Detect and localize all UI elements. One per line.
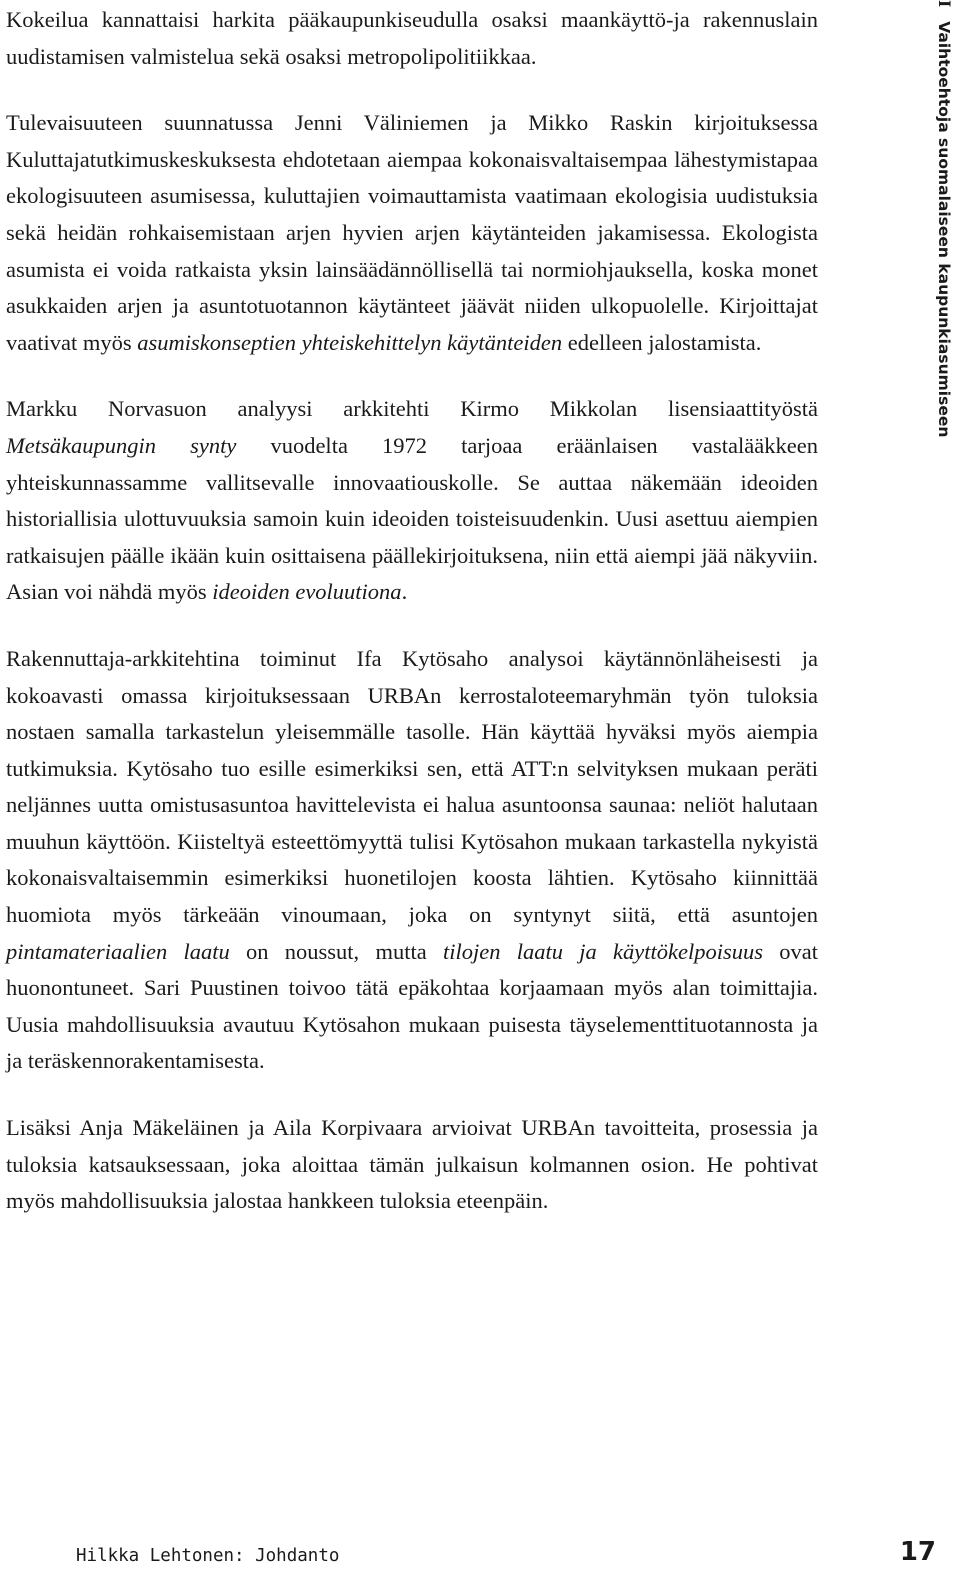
chapter-side-tab bbox=[928, 0, 960, 470]
paragraph-5 bbox=[6, 1110, 818, 1220]
text-segment: Tulevaisuuteen suunnatussa Jenni Väliniemen ja Mikko Raskin kirjoituksessa Kuluttajatutkimuskeskuksesta ehdotetaan aiempaa kokonaisvaltaisempaa lähestymistapaa ekologisuuteen asumisessa, kuluttajien voimauttamista vaatimaan ekologisia uudistuksia sekä heidän rohkaisemistaan arjen hyvien arjen käytänteiden jakamisessa. Ekologista asumista ei voida ratkaista yksin lainsäädännöllisellä tai normiohjauksella, koska monet asukkaiden arjen ja asuntotuotannon käytänteet jäävät niiden ulkopuolelle. Kirjoittajat vaativat myös bbox=[6, 110, 818, 355]
text-segment: Rakennuttaja-arkkitehtina toiminut Ifa Kytösaho analysoi käytännönläheisesti ja kokoavasti omassa kirjoituksessaan URBAn kerrostaloteemaryhmän työn tuloksia nostaen samalla tarkastelun yleisemmälle tasolle. Hän käyttää hyväksi myös aiempia tutkimuksia. Kytösaho tuo esille esimerkiksi sen, että ATT:n selvityksen mukaan peräti neljännes uutta omistusasuntoa havittelevista ei halua asuntoonsa saunaa: neliöt halutaan muuhun käyttöön. Kiisteltyä esteettömyyttä tulisi Kytösahon mukaan tarkastella nykyistä kokonaisvaltaisemmin esimerkiksi huonetilojen koosta lähtien. Kytösaho kiinnittää huomiota myös tärkeään vinoumaan, joka on syntynyt siitä, että asuntojen bbox=[6, 645, 818, 928]
text-segment: on noussut, mutta bbox=[229, 938, 443, 964]
page-number: 17 bbox=[899, 1537, 936, 1567]
body-text bbox=[6, 2, 818, 1250]
italic-book-title: Metsäkaupungin synty bbox=[6, 432, 237, 458]
text-segment: edelleen jalostamista. bbox=[562, 329, 762, 355]
italic-phrase: tilojen laatu ja käyttökelpoisuus bbox=[442, 938, 763, 964]
italic-phrase: pintamateriaalien laatu bbox=[6, 938, 230, 964]
paragraph-3 bbox=[6, 391, 818, 611]
paragraph-1 bbox=[6, 2, 818, 75]
text-segment: ovat huonontuneet. Sari Puustinen toivoo tätä epäkohtaa korjaamaan myös alan toimittajia. Uusia mahdollisuuksia avautuu Kytösahon mukaan puisesta täyselementtituotannosta ja ja teräskennorakentamisesta. bbox=[6, 938, 818, 1074]
italic-phrase: asumiskonseptien yhteiskehittelyn käytänteiden bbox=[137, 329, 563, 355]
text-segment: . bbox=[401, 579, 408, 605]
text-segment: Kokeilua kannattaisi harkita pääkaupunkiseudulla osaksi maankäyttö-ja rakennuslain uudistamisen valmistelua sekä osaksi metropolipolitiikkaa. bbox=[6, 7, 818, 69]
paragraph-2 bbox=[6, 105, 818, 361]
italic-phrase: ideoiden evoluutiona bbox=[212, 579, 402, 605]
text-segment: vuodelta 1972 tarjoaa eräänlaisen vastalääkkeen yhteiskunnassamme vallitsevalle innovaatiouskolle. Se auttaa näkemään ideoiden historiallisia ulottuvuuksia samoin kuin ideoiden toisteisuudenkin. Uusi asettuu aiempien ratkaisujen päälle ikään kuin osittaisena päällekirjoituksena, niin että aiempi jää näkyviin. Asian voi nähdä myös bbox=[6, 432, 818, 605]
footer-author-title: Hilkka Lehtonen: Johdanto bbox=[76, 1546, 340, 1566]
text-segment: Lisäksi Anja Mäkeläinen ja Aila Korpivaara arvioivat URBAn tavoitteita, prosessia ja tuloksia katsauksessaan, joka aloittaa tämän julkaisun kolmannen osion. He pohtivat myös mahdollisuuksia jalostaa hankkeen tuloksia eteenpäin. bbox=[6, 1115, 818, 1214]
chapter-roman-numeral: I bbox=[935, 0, 954, 8]
chapter-side-title: Vaihtoehtoja suomalaiseen kaupunkiasumiseen bbox=[935, 21, 953, 438]
text-segment: Markku Norvasuon analyysi arkkitehti Kirmo Mikkolan lisensiaattityöstä bbox=[6, 396, 818, 422]
paragraph-4 bbox=[6, 641, 818, 1080]
